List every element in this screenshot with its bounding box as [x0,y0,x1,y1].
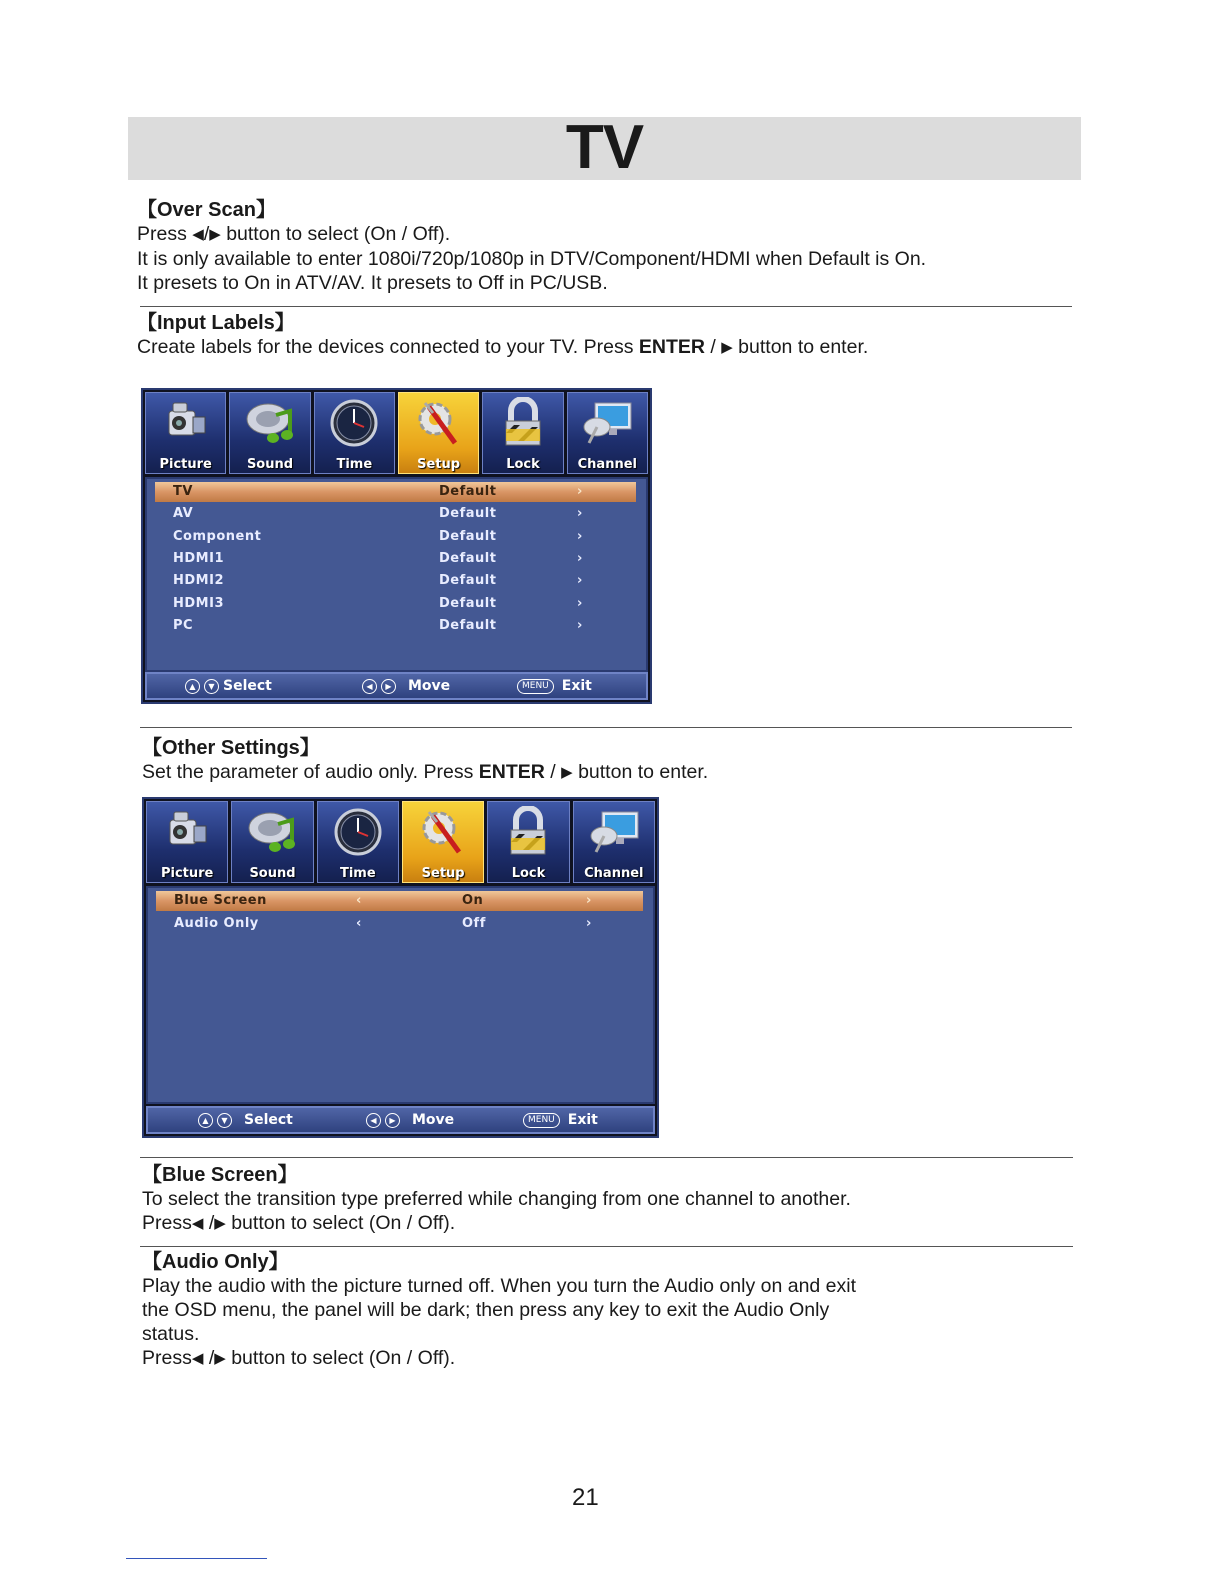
osd-footer-select: ▲ ▼ Select [198,1112,293,1128]
input-labels-section [137,311,868,360]
left-triangle-icon: ◀ [192,226,204,243]
menu-row-component[interactable] [155,527,636,547]
down-circle-icon: ▼ [217,1113,232,1128]
menu-row-av[interactable] [155,504,636,524]
menu-row-hdmi1[interactable] [155,549,636,569]
menu-tab-label: Sound [246,457,294,472]
chevron-left-icon[interactable]: ‹ [356,915,362,931]
menu-row-label: Audio Only [174,915,259,931]
menu-tab-label: Time [336,457,373,472]
divider [140,306,1072,307]
menu-tab-label: Lock [506,457,540,472]
other-settings-line-1: Set the parameter of audio only. Press ENTER / ▶ button to enter. [142,761,709,783]
osd-menu-panel [145,477,648,672]
menu-row-label: TV [173,484,193,499]
osd-footer-move: ◀ ▶ Move [362,678,450,694]
chevron-right-icon[interactable]: › [577,484,583,499]
menu-tab-label: Sound [249,866,296,881]
menu-row-label: HDMI3 [173,595,224,611]
menu-tab-label: Picture [159,457,212,472]
menu-row-value: On [462,893,484,908]
menu-tab-picture[interactable] [146,801,228,883]
menu-tab-label: Setup [421,866,465,881]
menu-row-label: Component [173,528,262,544]
up-circle-icon: ▲ [198,1113,213,1128]
menu-tab-label: Picture [160,866,214,881]
menu-tab-label: Time [339,866,376,881]
right-triangle-icon: ▶ [214,1215,226,1232]
menu-row-value: Default [439,550,497,566]
chevron-left-icon[interactable]: ‹ [356,893,362,908]
menu-row-audio-only[interactable] [156,914,643,934]
menu-row-pc[interactable] [155,616,636,636]
right-circle-icon: ▶ [385,1113,400,1128]
menu-tab-picture[interactable] [145,392,226,474]
left-triangle-icon: ◀ [191,1215,204,1232]
menu-tab-setup[interactable] [398,392,479,474]
osd-menu-input-labels [141,388,652,704]
menu-tab-label: Channel [577,457,637,472]
audio-only-line-1: Play the audio with the picture turned off. When you turn the Audio only on and exit [142,1275,857,1297]
menu-row-value: Default [439,506,497,522]
menu-row-label: AV [173,506,194,522]
menu-row-value: Default [439,573,497,589]
osd-footer-exit: MENU Exit [523,1112,598,1128]
audio-only-title: 【Audio Only】 [142,1251,289,1273]
chevron-right-icon[interactable]: › [586,893,592,908]
right-triangle-icon: ▶ [209,226,221,243]
menu-row-value: Default [439,484,497,499]
audio-only-line-4: Press◀ /▶ button to select (On / Off). [142,1347,456,1369]
audio-only-section [142,1250,856,1371]
osd-menu-panel [146,886,655,1104]
right-triangle-icon: ▶ [721,339,733,356]
chevron-right-icon[interactable]: › [577,595,583,611]
over-scan-title: 【Over Scan】 [137,199,276,221]
divider [140,1246,1073,1247]
menu-key-icon: MENU [517,679,554,694]
menu-row-value: Off [462,915,486,931]
right-triangle-icon: ▶ [561,764,573,781]
osd-footer-select: ▲ ▼ Select [185,678,272,694]
menu-row-value: Default [439,528,497,544]
down-circle-icon: ▼ [204,679,219,694]
other-settings-title: 【Other Settings】 [142,737,320,759]
menu-tab-sound[interactable] [229,392,310,474]
menu-tab-channel[interactable] [573,801,655,883]
menu-tab-time[interactable] [317,801,399,883]
menu-row-label: PC [173,617,194,633]
left-circle-icon: ◀ [362,679,377,694]
over-scan-line-2: It is only available to enter 1080i/720p/1080p in DTV/Component/HDMI when Default is On. [137,248,927,270]
osd-footer [145,672,648,700]
divider [140,727,1072,728]
right-circle-icon: ▶ [381,679,396,694]
menu-row-label: HDMI2 [173,573,224,589]
menu-row-hdmi2[interactable] [155,571,636,591]
left-circle-icon: ◀ [366,1113,381,1128]
osd-icon-row [144,799,657,885]
menu-row-value: Default [439,595,497,611]
chevron-right-icon[interactable]: › [577,506,583,522]
page-title: TV [565,113,644,182]
over-scan-section [137,198,926,295]
menu-row-label: Blue Screen [174,893,267,908]
menu-row-blue-screen[interactable] [156,891,643,911]
up-circle-icon: ▲ [185,679,200,694]
page-header-bar [128,113,1081,182]
blue-screen-title: 【Blue Screen】 [142,1164,298,1186]
blue-screen-line-1: To select the transition type preferred while changing from one channel to another. [142,1188,851,1210]
menu-tab-setup[interactable] [402,801,484,883]
chevron-right-icon[interactable]: › [577,573,583,589]
input-labels-line-1: Create labels for the devices connected to your TV. Press ENTER / ▶ button to enter. [137,336,869,358]
input-labels-title: 【Input Labels】 [137,312,295,334]
osd-icon-row [143,390,650,476]
over-scan-line-3: It presets to On in ATV/AV. It presets to Off in PC/USB. [137,272,608,294]
blue-screen-line-2: Press◀ /▶ button to select (On / Off). [142,1212,456,1234]
menu-tab-lock[interactable] [487,801,569,883]
menu-tab-channel[interactable] [567,392,648,474]
chevron-right-icon[interactable]: › [577,550,583,566]
divider [140,1157,1073,1158]
menu-tab-label: Channel [584,866,644,881]
right-triangle-icon: ▶ [214,1350,226,1367]
audio-only-line-2: the OSD menu, the panel will be dark; then press any key to exit the Audio Only [142,1299,830,1321]
menu-row-value: Default [439,617,497,633]
page-number: 21 [572,1484,599,1511]
chevron-right-icon[interactable]: › [577,528,583,544]
menu-row-tv[interactable] [155,482,636,502]
left-triangle-icon: ◀ [191,1350,204,1367]
chevron-right-icon[interactable]: › [577,617,583,633]
menu-tab-time[interactable] [314,392,395,474]
footer-line [126,1558,267,1559]
menu-key-icon: MENU [523,1113,560,1128]
osd-menu-other-settings [142,797,659,1138]
over-scan-line-1: Press ◀/▶ button to select (On / Off). [137,223,451,245]
osd-footer-move: ◀ ▶ Move [366,1112,454,1128]
menu-row-label: HDMI1 [173,550,224,566]
menu-tab-label: Setup [417,457,461,472]
blue-screen-section [142,1163,851,1236]
menu-tab-label: Lock [511,866,546,881]
menu-row-hdmi3[interactable] [155,594,636,614]
chevron-right-icon[interactable]: › [586,915,592,931]
osd-footer [146,1106,655,1134]
audio-only-line-3: status. [142,1323,200,1345]
osd-footer-exit: MENU Exit [517,678,592,694]
other-settings-section [142,736,708,785]
menu-tab-lock[interactable] [482,392,563,474]
menu-tab-sound[interactable] [231,801,313,883]
